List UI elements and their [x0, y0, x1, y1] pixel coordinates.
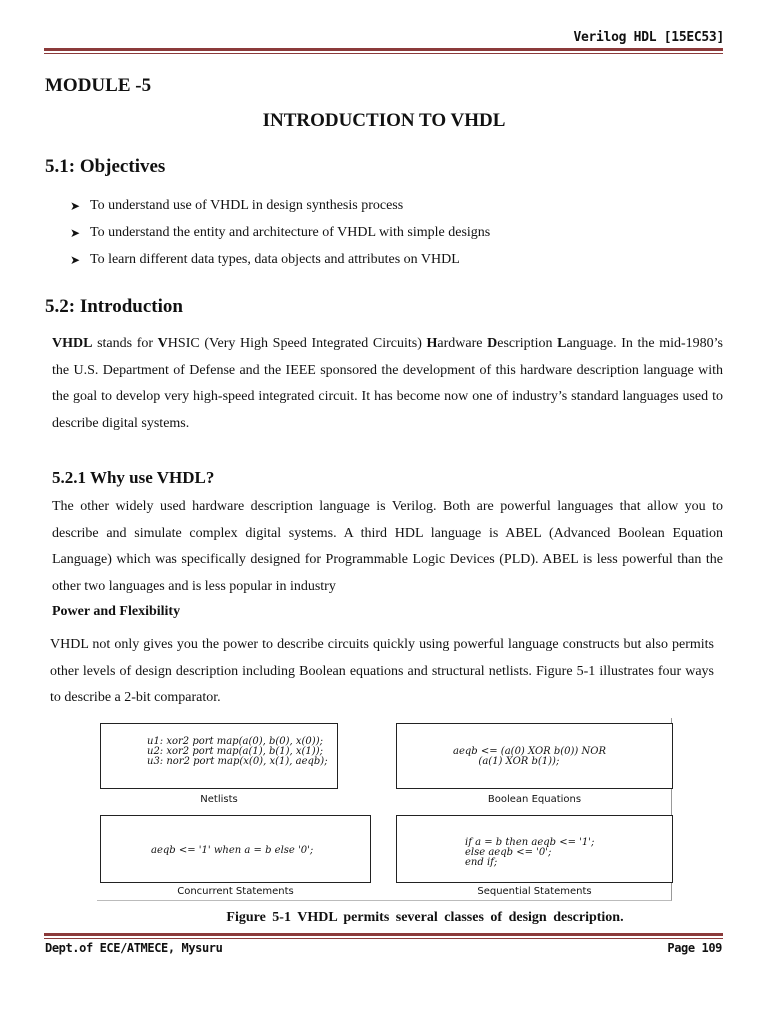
- boolean-equations-label: Boolean Equations: [487, 794, 582, 805]
- arrow-bullet-icon: ➤: [70, 252, 81, 267]
- running-header: Verilog HDL [15EC53]: [573, 30, 724, 45]
- figure-5-1: [97, 718, 672, 901]
- chapter-title: INTRODUCTION TO VHDL: [262, 110, 506, 131]
- page-number: Page 109: [667, 941, 722, 955]
- concurrent-statements-box: aeqb <= '1' when a = b else '0';: [100, 815, 371, 883]
- why-vhdl-heading: 5.2.1 Why use VHDL?: [52, 468, 215, 487]
- arrow-bullet-icon: ➤: [70, 198, 81, 213]
- power-flexibility-label: Power and Flexibility: [52, 604, 181, 619]
- footer-rule: [44, 933, 723, 939]
- list-item: ➤ To learn different data types, data objects and attributes on VHDL: [70, 246, 490, 273]
- figure-caption: Figure 5-1 VHDL permits several classes of design description.: [226, 910, 624, 925]
- concurrent-statements-label: Concurrent Statements: [177, 886, 294, 897]
- list-item: ➤ To understand the entity and architecture of VHDL with simple designs: [70, 219, 490, 246]
- module-title: MODULE -5: [45, 75, 152, 96]
- netlists-box: u1: xor2 port map(a(0), b(0), x(0)); u2: xor2 port map(a(1), b(1), x(1)); u3: nor2 port map(x(0), x(1), aeqb);: [100, 723, 338, 789]
- list-item: ➤ To understand use of VHDL in design synthesis process: [70, 192, 490, 219]
- boolean-equations-box: aeqb <= (a(0) XOR b(0)) NOR (a(1) XOR b(1));: [396, 723, 673, 789]
- header-rule: [44, 48, 723, 54]
- sequential-statements-label: Sequential Statements: [477, 886, 592, 897]
- introduction-heading: 5.2: Introduction: [45, 296, 183, 317]
- power-paragraph: VHDL not only gives you the power to describe circuits quickly using powerful language constructs but also permits other levels of design description including Boolean equations and structural netlists. Figure 5-1 illustrates four ways to describe a 2-bit comparator.: [50, 637, 714, 705]
- introduction-paragraph: VHDL stands for VHSIC (Very High Speed Integrated Circuits) Hardware Description Language. In the mid-1980’s the U.S. Department of Defense and the IEEE sponsored the development of this hardware description language with the goal to develop very high-speed integrated circuit. It has become now one of industry’s standard languages used to describe digital systems.: [52, 336, 724, 431]
- arrow-bullet-icon: ➤: [70, 225, 81, 240]
- sequential-statements-box: if a = b then aeqb <= '1'; else aeqb <= '0'; end if;: [396, 815, 673, 883]
- footer-department: Dept.of ECE/ATMECE, Mysuru: [45, 941, 223, 955]
- objectives-heading: 5.1: Objectives: [45, 156, 166, 177]
- objectives-list: [70, 192, 490, 273]
- why-vhdl-paragraph: The other widely used hardware description language is Verilog. Both are powerful languages that allow you to describe and simulate complex digital systems. A third HDL language is ABEL (Advanced Boolean Equation Language) which was specifically designed for Programmable Logic Devices (PLD). ABEL is less powerful than the other two languages and is less popular in industry: [52, 499, 723, 594]
- netlists-label: Netlists: [200, 794, 238, 805]
